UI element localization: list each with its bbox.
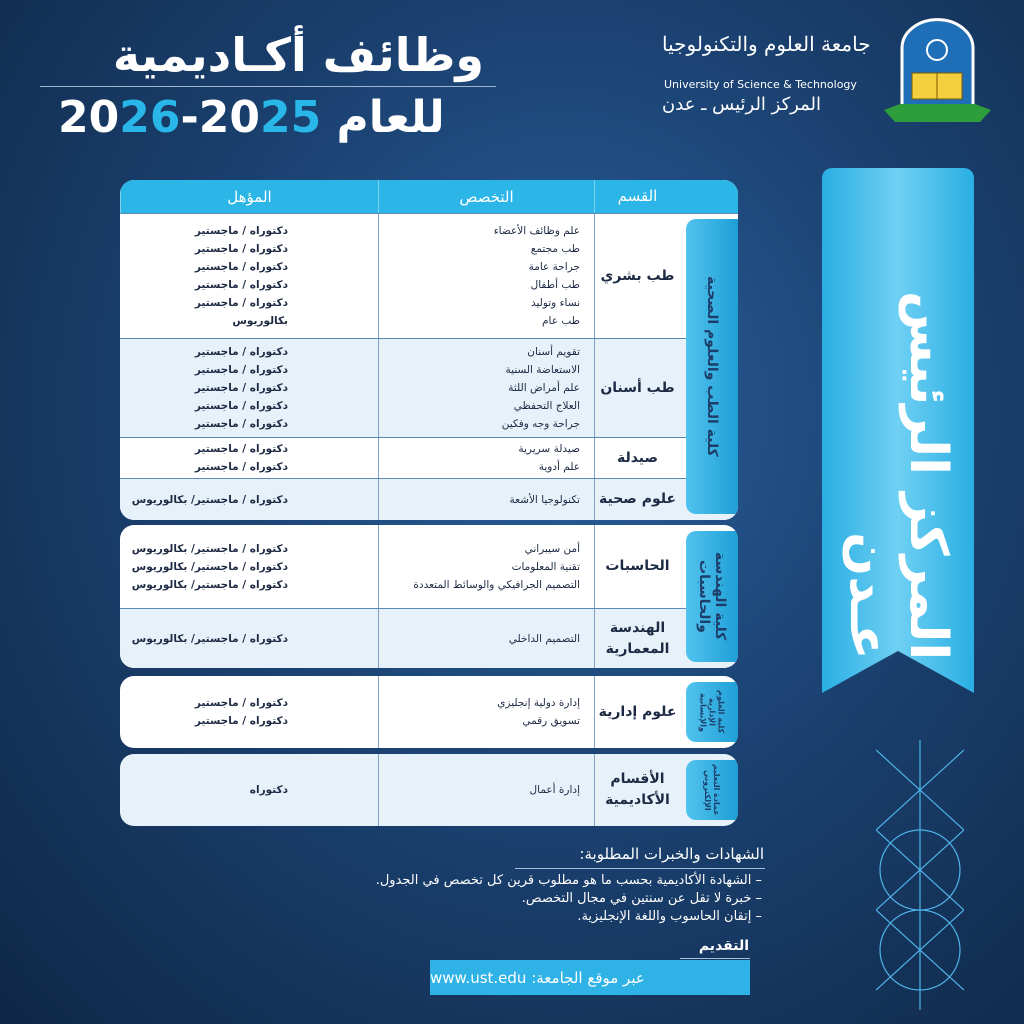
specialization: علم أمراض اللثة — [508, 382, 580, 394]
header-specialization: التخصص — [378, 180, 594, 213]
table-row — [120, 213, 738, 338]
table-row — [120, 478, 738, 520]
table-row — [120, 525, 738, 608]
decorative-lines-icon — [876, 740, 964, 1010]
academic-year — [58, 92, 445, 143]
specialization: طب أطفال — [530, 279, 580, 291]
specialization-cell — [378, 214, 594, 338]
year-prefix: للعام — [336, 92, 445, 143]
department: الحاسبات — [594, 525, 680, 608]
university-branch: المركز الرئيس ـ عدن — [662, 94, 821, 115]
table-row — [120, 338, 738, 437]
branch-ribbon-text: المركز الرئيس عـدن — [838, 290, 958, 660]
specialization: أمن سيبراني — [524, 542, 580, 555]
table-row — [120, 608, 738, 668]
year-end: 2026 — [58, 92, 181, 143]
requirements-list — [376, 872, 762, 926]
specialization: تقويم أسنان — [527, 346, 580, 358]
qualification: دكتوراه / ماجستير — [194, 461, 288, 473]
specialization: إدارة أعمال — [529, 784, 580, 796]
qualification: دكتوراه / ماجستير — [194, 279, 288, 291]
specialization: طب عام — [542, 315, 580, 327]
qualification: دكتوراه / ماجستير/ بكالوريوس — [131, 560, 288, 573]
faculty-label: كلية الطب والعلوم الصحية — [686, 219, 738, 514]
specialization: العلاج التحفظي — [513, 400, 580, 412]
year-sep: - — [180, 92, 199, 143]
qualification-cell — [120, 525, 378, 608]
qualification: دكتوراه / ماجستير — [194, 225, 288, 237]
table-row — [120, 676, 738, 748]
university-name-ar: جامعة العلوم والتكنولوجيا — [662, 32, 871, 56]
table-header — [120, 180, 738, 213]
faculty-label: كلية العلوم الإدارية والإنسانية — [686, 682, 738, 742]
specialization-cell — [378, 676, 594, 748]
apply-title: التقديم — [698, 938, 749, 954]
specialization: علم أدوية — [538, 461, 580, 473]
specialization: نساء وتوليد — [530, 297, 580, 309]
faculty-label: كلية الهندسة والحاسبات — [686, 531, 738, 662]
year-range — [58, 92, 321, 143]
specialization: جراحة وجه وفكين — [501, 418, 580, 430]
qualification-cell — [120, 676, 378, 748]
department: الهندسة المعمارية — [594, 609, 680, 668]
specialization: تقنية المعلومات — [511, 560, 580, 573]
specialization: جراحة عامة — [528, 261, 580, 273]
qualification-cell — [120, 754, 378, 826]
qualification: دكتوراه / ماجستير/ بكالوريوس — [131, 493, 288, 506]
qualification: دكتوراه / ماجستير/ بكالوريوس — [131, 632, 288, 645]
qualification: دكتوراه / ماجستير — [194, 715, 288, 727]
specialization: الاستعاضة السنية — [505, 364, 580, 376]
specialization-cell — [378, 479, 594, 520]
qualification: دكتوراه / ماجستير — [194, 418, 288, 430]
qualification: دكتوراه — [249, 784, 288, 796]
apply-website-link[interactable] — [430, 960, 750, 995]
specialization-cell — [378, 525, 594, 608]
title-divider — [40, 86, 496, 87]
specialization-cell — [378, 438, 594, 478]
specialization: طب مجتمع — [530, 243, 580, 255]
apply-text: عبر موقع الجامعة: www.ust.edu — [430, 968, 645, 987]
header-qualification: المؤهل — [120, 180, 378, 213]
university-name-en: University of Science & Technology — [664, 78, 857, 91]
table-row — [120, 437, 738, 478]
faculty-card — [120, 676, 738, 748]
faculty-card — [120, 180, 738, 520]
requirement-item: – إتقان الحاسوب واللغة الإنجليزية. — [577, 909, 762, 924]
requirement-item: – خبرة لا تقل عن سنتين في مجال التخصص. — [521, 891, 762, 906]
requirements-title: الشهادات والخبرات المطلوبة: — [579, 845, 764, 863]
qualification: بكالوريوس — [232, 315, 288, 327]
qualification: دكتوراه / ماجستير — [194, 400, 288, 412]
qualification-cell — [120, 438, 378, 478]
header-department: القسم — [594, 180, 680, 213]
university-logo-icon — [880, 18, 995, 130]
qualification: دكتوراه / ماجستير — [194, 364, 288, 376]
requirement-item: – الشهادة الأكاديمية بحسب ما هو مطلوب قرين كل تخصص في الجدول. — [375, 873, 762, 888]
department: صيدلة — [594, 438, 680, 478]
specialization: التصميم الجرافيكي والوسائط المتعددة — [413, 578, 580, 591]
qualification-cell — [120, 609, 378, 668]
page-title: وظائف أكـاديمية — [112, 28, 484, 82]
table-row — [120, 754, 738, 826]
specialization: تكنولوجيا الأشعة — [509, 493, 580, 506]
specialization-cell — [378, 339, 594, 437]
qualification-cell — [120, 214, 378, 338]
faculty-card — [120, 754, 738, 826]
qualification: دكتوراه / ماجستير — [194, 443, 288, 455]
specialization-cell — [378, 754, 594, 826]
specialization: علم وظائف الأعضاء — [493, 225, 580, 237]
specialization-cell — [378, 609, 594, 668]
qualification: دكتوراه / ماجستير — [194, 346, 288, 358]
department: الأقسام الأكاديمية — [594, 754, 680, 826]
specialization: إدارة دولية إنجليزي — [497, 697, 580, 709]
qualification: دكتوراه / ماجستير — [194, 697, 288, 709]
faculty-label: عمادة التعليم الإلكتروني — [686, 760, 738, 820]
qualification: دكتوراه / ماجستير — [194, 382, 288, 394]
faculty-card — [120, 525, 738, 668]
department: علوم صحية — [594, 479, 680, 520]
header-spacer — [680, 180, 738, 213]
qualification: دكتوراه / ماجستير — [194, 297, 288, 309]
qualification-cell — [120, 339, 378, 437]
requirements-divider — [515, 868, 765, 869]
year-start: 2025 — [198, 92, 322, 143]
specialization: تسويق رقمي — [522, 715, 580, 727]
department: طب أسنان — [594, 339, 680, 437]
qualification: دكتوراه / ماجستير — [194, 243, 288, 255]
department: طب بشري — [594, 214, 680, 338]
qualification-cell — [120, 479, 378, 520]
qualification: دكتوراه / ماجستير/ بكالوريوس — [131, 542, 288, 555]
qualification: دكتوراه / ماجستير/ بكالوريوس — [131, 578, 288, 591]
department: علوم إدارية — [594, 676, 680, 748]
specialization: التصميم الداخلي — [508, 632, 580, 645]
qualification: دكتوراه / ماجستير — [194, 261, 288, 273]
apply-divider — [680, 958, 750, 959]
specialization: صيدلة سريرية — [518, 443, 580, 455]
